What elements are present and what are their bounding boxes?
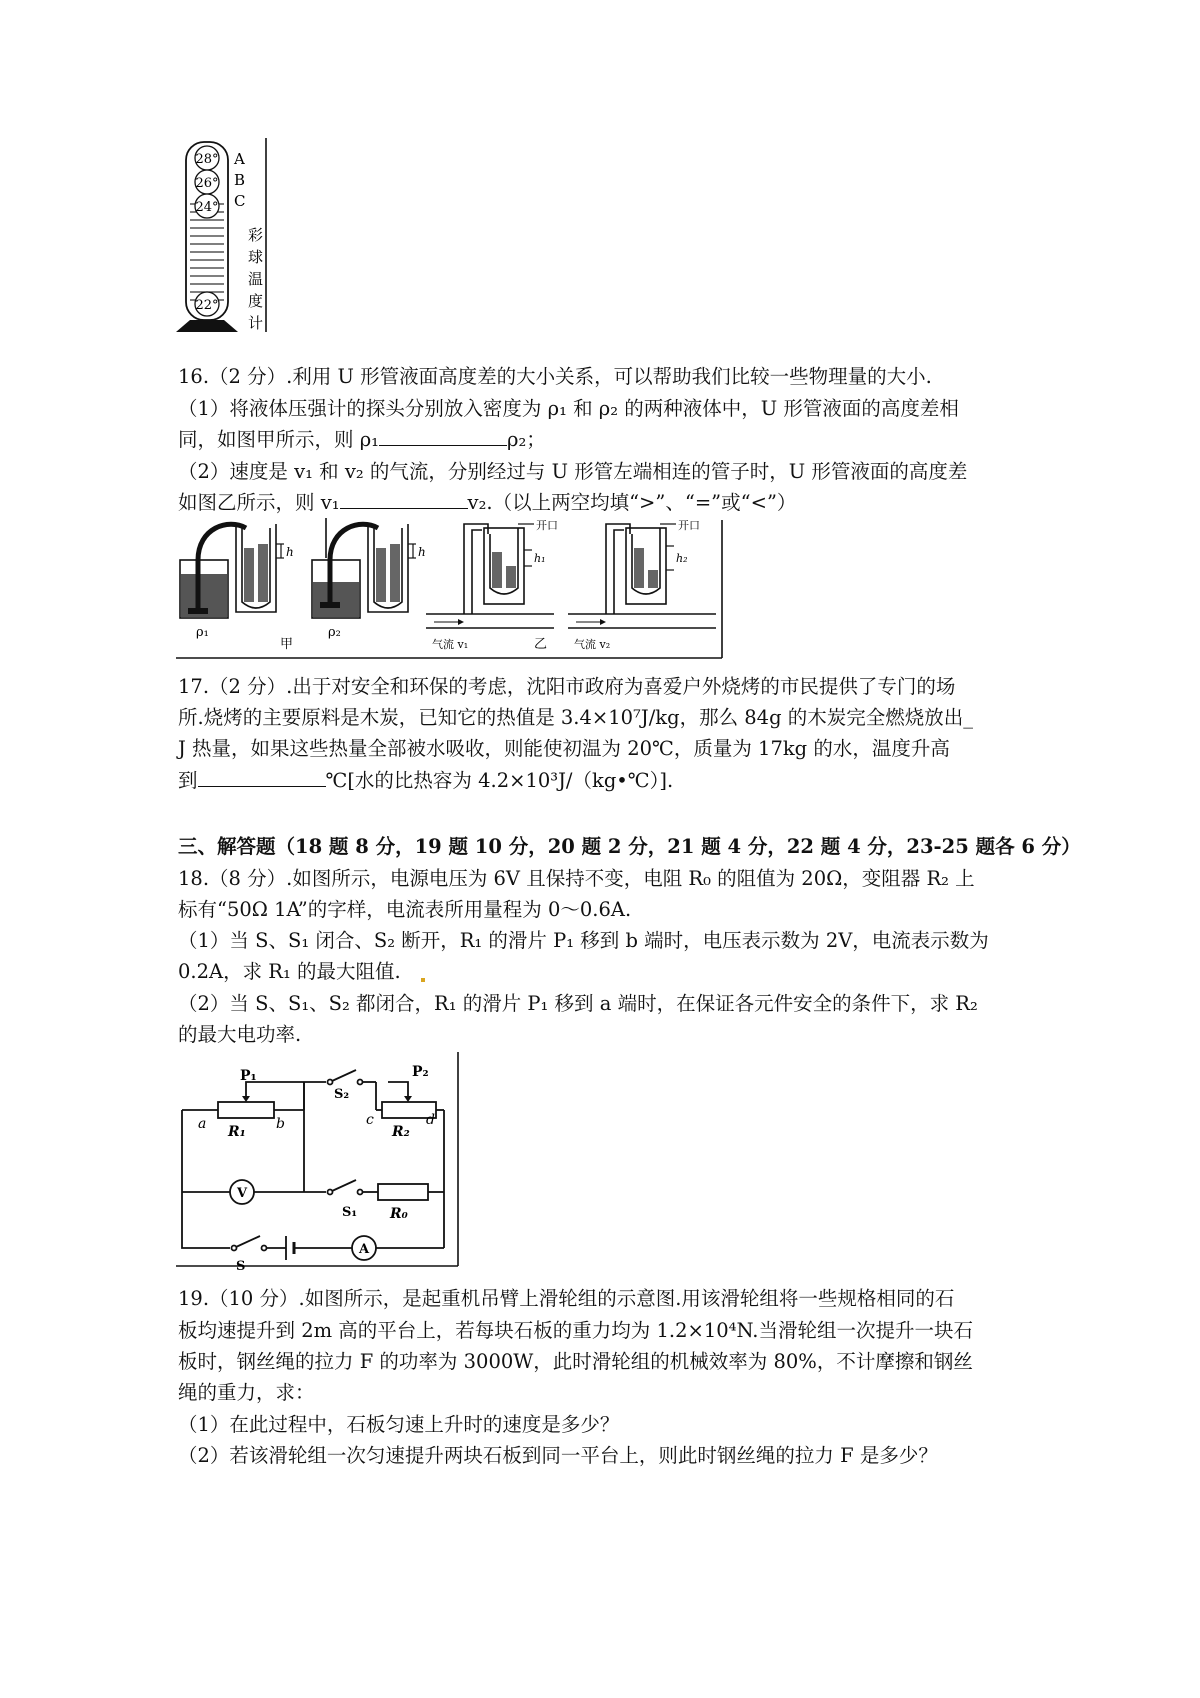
q19-line-6: （2）若该滑轮组一次匀速提升两块石板到同一平台上，则此时钢丝绳的拉力 F 是多少？ [178, 1444, 938, 1467]
S1-label: S₁ [342, 1205, 358, 1220]
label-C: C [234, 192, 246, 210]
q16-line-4: （2）速度是 v₁ 和 v₂ 的气流，分别经过与 U 形管左端相连的管子时，U 形管液面的高度差 [178, 460, 968, 483]
q19-line-4: 绳的重力，求： [178, 1381, 315, 1404]
c-label: c [366, 1112, 374, 1128]
P1-label: P₁ [240, 1068, 257, 1084]
rho1-label: ρ₁ [196, 625, 209, 640]
stray-dot [421, 978, 425, 982]
q19-line-5: （1）在此过程中，石板匀速上升时的速度是多少？ [178, 1413, 620, 1436]
q16-answer-blank-2[interactable] [340, 488, 468, 509]
q17-line-3: J 热量，如果这些热量全部被水吸收，则能使初温为 20℃，质量为 17kg 的水，温度升高 [178, 737, 950, 760]
q16-line-1: 16.（2 分）.利用 U 形管液面高度差的大小关系，可以帮助我们比较一些物理量的大小. [178, 365, 932, 388]
q18-line-4: 0.2A，求 R₁ 的最大阻值. [178, 960, 401, 983]
h-label-1: h [286, 545, 294, 559]
q18-line-5: （2）当 S、S₁、S₂ 都闭合，R₁ 的滑片 P₁ 移到 a 端时，在保证各元件安全的条件下，求 R₂ [178, 992, 978, 1015]
q16-answer-blank-1[interactable] [379, 425, 507, 446]
section-3-heading: 三、解答题（18 题 8 分，19 题 10 分，20 题 2 分，21 题 4 分，22 题 4 分，23-25 题各 6 分） [178, 835, 1081, 858]
R0-label: R₀ [390, 1206, 408, 1222]
h-label-2: h [418, 545, 426, 559]
q16-line-3-tail: ρ₂； [506, 428, 546, 451]
P2-label: P₂ [412, 1064, 429, 1080]
a-label: a [198, 1116, 207, 1132]
caption-char-2: 球 [248, 248, 264, 266]
q17-line-4-text: 到 [178, 769, 198, 792]
caption-char-1: 彩 [248, 226, 264, 244]
q18-line-2: 标有“50Ω 1A”的字样，电流表所用量程为 0～0.6A. [178, 898, 632, 921]
q18-line-3: （1）当 S、S₁ 闭合、S₂ 断开，R₁ 的滑片 P₁ 移到 b 端时，电压表示数为 2V，电流表示数为 [178, 929, 989, 952]
h2-label: h₂ [676, 552, 688, 565]
q17-line-4-tail: ℃[水的比热容为 4.2×10³J/（kg•℃）]. [325, 769, 674, 792]
open-label-2: 开口 [678, 519, 700, 532]
q19-line-1: 19.（10 分）.如图所示，是起重机吊臂上滑轮组的示意图.用该滑轮组将一些规格相同的石 [178, 1287, 955, 1310]
ball-label-24: 24° [195, 200, 219, 215]
manometer-yi-2 [568, 519, 716, 651]
ball-label-28: 28° [195, 152, 219, 167]
caption-char-5: 计 [248, 314, 264, 332]
q16-line-3-text: 同，如图甲所示，则 ρ₁ [178, 428, 379, 451]
q17-line-1: 17.（2 分）.出于对安全和环保的考虑，沈阳市政府为喜爱户外烧烤的市民提供了专门的场 [178, 675, 956, 698]
flow-v1-label: 气流 v₁ [432, 638, 469, 651]
ammeter-label: A [358, 1242, 370, 1257]
q19-line-2: 板均速提升到 2m 高的平台上，若每块石板的重力均为 1.2×10⁴N.当滑轮组一次提升一块石 [178, 1319, 973, 1342]
manometer-yi-1 [426, 519, 558, 651]
circuit-diagram [176, 1052, 466, 1274]
u-tube-manometer-figure [176, 518, 728, 668]
q16-line-5-tail: v₂.（以上两空均填“>”、“=”或“<”） [467, 491, 797, 514]
q18-line-1: 18.（8 分）.如图所示，电源电压为 6V 且保持不变，电阻 R₀ 的阻值为 20Ω，变阻器 R₂ 上 [178, 867, 975, 890]
q16-line-5-text: 如图乙所示，则 v₁ [178, 491, 340, 514]
rho2-label: ρ₂ [328, 625, 341, 640]
h1-label: h₁ [534, 552, 546, 565]
caption-char-3: 温 [248, 270, 264, 288]
S-label: S [236, 1259, 246, 1274]
jia-label: 甲 [280, 637, 294, 652]
caption-char-4: 度 [248, 292, 264, 310]
voltmeter-label: V [236, 1186, 248, 1201]
label-A: A [234, 150, 245, 168]
q17-line-2: 所.烧烤的主要原料是木炭，已知它的热值是 3.4×10⁷J/kg，那么 84g 的木炭完全燃烧放出_ [178, 706, 974, 729]
R2-label: R₂ [392, 1124, 410, 1140]
open-label-1: 开口 [536, 519, 558, 532]
b-label: b [276, 1116, 285, 1132]
R1-label: R₁ [228, 1124, 246, 1140]
flow-v2-label: 气流 v₂ [574, 638, 611, 651]
ball-label-26: 26° [195, 176, 219, 191]
q17-answer-blank[interactable] [198, 766, 326, 787]
q19-line-3: 板时，钢丝绳的拉力 F 的功率为 3000W，此时滑轮组的机械效率为 80%，不计摩擦和钢丝 [178, 1350, 973, 1373]
q16-line-5 [178, 488, 796, 518]
q17-line-4 [178, 766, 673, 796]
q16-line-3 [178, 425, 546, 455]
manometer-jia-2 [312, 518, 426, 640]
q16-line-2: （1）将液体压强计的探头分别放入密度为 ρ₁ 和 ρ₂ 的两种液体中，U 形管液面的高度差相 [178, 397, 959, 420]
manometer-jia-1 [180, 524, 294, 640]
S2-label: S₂ [334, 1087, 350, 1102]
d-label: d [426, 1112, 435, 1128]
ball-label-22: 22° [195, 298, 219, 313]
yi-label: 乙 [534, 637, 548, 652]
colored-ball-thermometer-figure [176, 136, 272, 342]
label-B: B [234, 171, 246, 189]
q18-line-6: 的最大电功率. [178, 1023, 302, 1046]
